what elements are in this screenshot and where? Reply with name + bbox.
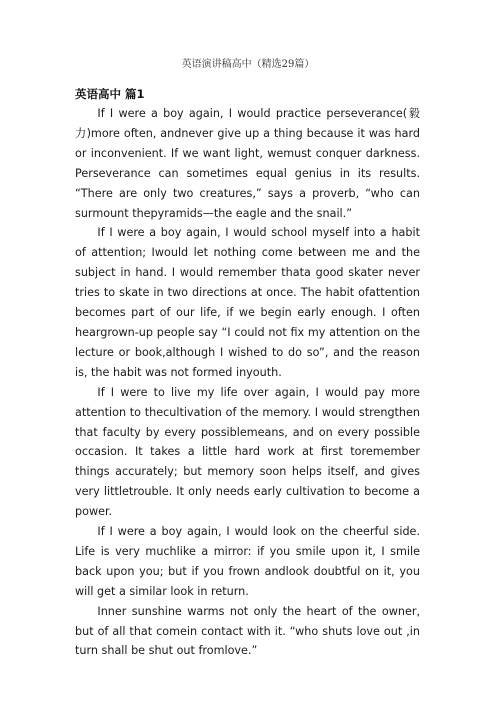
paragraph-5: Inner sunshine warms not only the heart of the owner, but of all that comein contact with it. “who shuts love out ,in turn shall be shut out fromlove.” — [75, 604, 420, 658]
paragraph-2: If I were a boy again, I would school myself into a habit of attention; Iwould let nothing come between me and the subject in hand. I would remember thata good skater never tries to skate in two directions at once. The habit ofattention becomes part of our life, if we begin early enough. I often heargrown-up people say “I could not fix my attention on the lecture or book,although I wished to do so”, and the reason is, the habit was not formed inyouth. — [75, 226, 420, 379]
page-header-title: 英语演讲稿高中（精选29篇） — [181, 59, 315, 70]
paragraph-3: If I were to live my life over again, I would pay more attention to thecultivation of the memory. I would strengthen that faculty by every possiblemeans, and on every possible occasion. It takes a little hard work at first toremember things accurately; but memory soon helps itself, and gives very littletrouble. It only needs early cultivation to become a power. — [75, 385, 420, 519]
section-title: 英语高中 篇1 — [75, 87, 145, 101]
paragraph-4: If I were a boy again, I would look on the cheerful side. Life is very muchlike a mirror: if you smile upon it, I smile back upon you; but if you frown andlook doubtful on it, you will get a similar look in return. — [75, 525, 420, 598]
paragraph-1: If I were a boy again, I would practice perseverance(毅力)more often, andnever give up a thing because it was hard or inconvenient. If we want light, wemust conquer darkness. Perseverance can sometimes equal genius in its results. “There are only two creatures,” says a proverb, “who can surmount thepyramids—the eagle and the snail.” — [75, 107, 420, 220]
document-body — [75, 104, 420, 661]
